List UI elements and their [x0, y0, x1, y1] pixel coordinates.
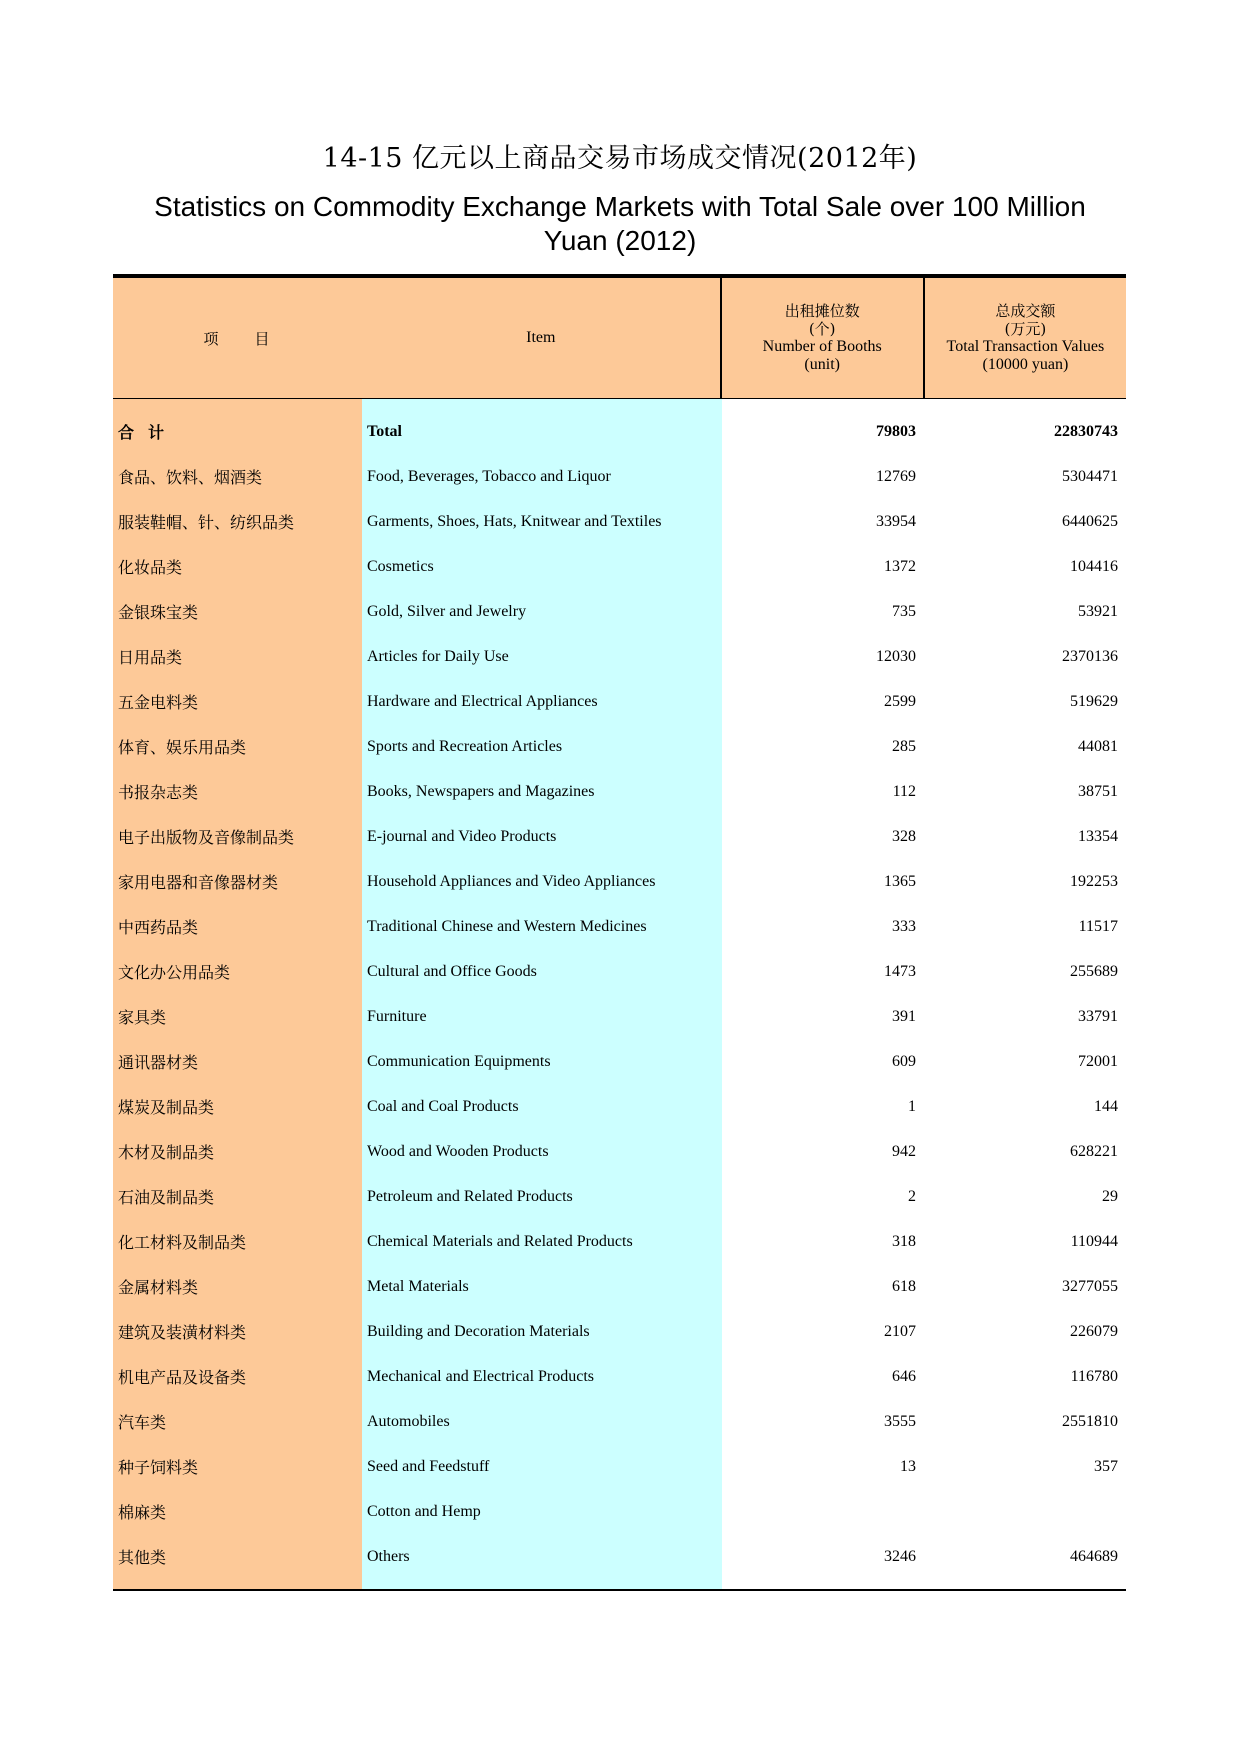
header-item-en: Item	[526, 329, 556, 346]
cell-booths: 2107	[884, 1322, 916, 1340]
table-row	[113, 589, 1126, 634]
cell-booths: 2599	[884, 692, 916, 710]
cell-item-en: Household Appliances and Video Appliances	[367, 872, 656, 890]
cell-booths: 3555	[884, 1412, 916, 1430]
cell-item-en: Building and Decoration Materials	[367, 1322, 590, 1340]
cell-booths: 1	[908, 1097, 916, 1115]
table-row	[113, 814, 1126, 859]
table-row	[113, 994, 1126, 1039]
table-row	[113, 1309, 1126, 1354]
cell-item-en: Garments, Shoes, Hats, Knitwear and Textiles	[367, 512, 662, 530]
table-row	[113, 1399, 1126, 1444]
header-item	[113, 278, 720, 398]
cell-item-en: E-journal and Video Products	[367, 827, 557, 845]
table-row	[113, 1534, 1126, 1579]
cell-value: 255689	[1070, 962, 1118, 980]
cell-item-cn: 中西药品类	[118, 918, 199, 937]
cell-item-cn: 化工材料及制品类	[118, 1233, 247, 1252]
header-booths-unit-cn: (个)	[808, 320, 836, 338]
cell-value: 29	[1102, 1187, 1118, 1205]
cell-value: 13354	[1078, 827, 1118, 845]
cell-item-cn: 日用品类	[118, 648, 183, 667]
cell-booths: 618	[892, 1277, 916, 1295]
cell-item-en: Sports and Recreation Articles	[367, 737, 563, 755]
cell-item-cn: 文化办公用品类	[118, 963, 231, 982]
header-booths	[720, 278, 923, 398]
header-value-unit-cn: (万元)	[1004, 320, 1047, 338]
table-row	[113, 1354, 1126, 1399]
cell-item-en: Cosmetics	[367, 557, 434, 575]
cell-value: 226079	[1070, 1322, 1118, 1340]
cell-item-cn: 化妆品类	[118, 558, 183, 577]
table-row	[113, 769, 1126, 814]
table-row	[113, 1264, 1126, 1309]
cell-item-cn: 金属材料类	[118, 1278, 199, 1297]
table-row-total	[113, 409, 1126, 454]
cell-item-en: Wood and Wooden Products	[367, 1142, 549, 1160]
cell-booths: 1365	[884, 872, 916, 890]
table-row	[113, 634, 1126, 679]
cell-booths: 942	[892, 1142, 916, 1160]
cell-value: 72001	[1078, 1052, 1118, 1070]
cell-value: 628221	[1070, 1142, 1118, 1160]
cell-item-en: Cultural and Office Goods	[367, 962, 537, 980]
cell-item-cn: 木材及制品类	[118, 1143, 215, 1162]
cell-value: 2370136	[1062, 647, 1118, 665]
cell-item-cn: 棉麻类	[118, 1503, 167, 1522]
cell-item-en: Mechanical and Electrical Products	[367, 1367, 595, 1385]
cell-item-cn: 家用电器和音像器材类	[118, 873, 279, 892]
cell-item-cn: 其他类	[118, 1548, 167, 1567]
cell-item-cn: 通讯器材类	[118, 1053, 199, 1072]
cell-item-cn: 合计	[118, 423, 179, 442]
cell-booths: 79803	[876, 422, 916, 440]
cell-item-en: Traditional Chinese and Western Medicines	[367, 917, 647, 935]
table-row	[113, 724, 1126, 769]
cell-item-en: Chemical Materials and Related Products	[367, 1232, 633, 1250]
cell-value: 116780	[1070, 1367, 1118, 1385]
cell-value: 192253	[1070, 872, 1118, 890]
cell-booths: 112	[892, 782, 916, 800]
table-bottom-rule	[113, 1589, 1126, 1591]
cell-item-en: Seed and Feedstuff	[367, 1457, 490, 1475]
cell-value: 104416	[1070, 557, 1118, 575]
cell-item-cn: 煤炭及制品类	[118, 1098, 215, 1117]
table-row	[113, 1084, 1126, 1129]
cell-item-en: Metal Materials	[367, 1277, 469, 1295]
cell-value: 357	[1094, 1457, 1118, 1475]
cell-booths: 13	[900, 1457, 916, 1475]
table-row	[113, 1219, 1126, 1264]
table-row	[113, 859, 1126, 904]
cell-booths: 609	[892, 1052, 916, 1070]
header-value	[923, 278, 1126, 398]
cell-item-en: Others	[367, 1547, 410, 1565]
cell-item-en: Furniture	[367, 1007, 427, 1025]
cell-item-cn: 种子饲料类	[118, 1458, 199, 1477]
table-row	[113, 1444, 1126, 1489]
table-row	[113, 454, 1126, 499]
cell-booths: 1473	[884, 962, 916, 980]
cell-item-en: Automobiles	[367, 1412, 450, 1430]
cell-value: 519629	[1070, 692, 1118, 710]
cell-item-cn: 食品、饮料、烟酒类	[118, 468, 263, 487]
cell-item-cn: 体育、娱乐用品类	[118, 738, 247, 757]
cell-item-cn: 家具类	[118, 1008, 167, 1027]
cell-item-cn: 汽车类	[118, 1413, 167, 1432]
cell-item-en: Gold, Silver and Jewelry	[367, 602, 527, 620]
cell-item-en: Hardware and Electrical Appliances	[367, 692, 598, 710]
table-row	[113, 1174, 1126, 1219]
table-header	[113, 278, 1126, 399]
cell-item-cn: 金银珠宝类	[118, 603, 199, 622]
cell-value: 2551810	[1062, 1412, 1118, 1430]
cell-booths: 735	[892, 602, 916, 620]
table-row	[113, 499, 1126, 544]
cell-booths: 33954	[876, 512, 916, 530]
page-title-cn: 14-15 亿元以上商品交易市场成交情况(2012年)	[322, 143, 918, 174]
cell-item-en: Cotton and Hemp	[367, 1502, 481, 1520]
cell-booths: 328	[892, 827, 916, 845]
cell-value: 53921	[1078, 602, 1118, 620]
header-item-cn: 项 目	[203, 329, 272, 348]
cell-item-en: Petroleum and Related Products	[367, 1187, 573, 1205]
cell-booths: 3246	[884, 1547, 916, 1565]
cell-value: 11517	[1078, 917, 1118, 935]
cell-value: 33791	[1078, 1007, 1118, 1025]
cell-value: 38751	[1078, 782, 1118, 800]
cell-value: 5304471	[1062, 467, 1118, 485]
cell-item-cn: 建筑及装潢材料类	[118, 1323, 247, 1342]
cell-value: 110944	[1070, 1232, 1118, 1250]
cell-item-en: Coal and Coal Products	[367, 1097, 519, 1115]
cell-booths: 1372	[884, 557, 916, 575]
table-row	[113, 1129, 1126, 1174]
table-row	[113, 544, 1126, 589]
cell-value: 44081	[1078, 737, 1118, 755]
cell-item-en: Food, Beverages, Tobacco and Liquor	[367, 467, 611, 485]
cell-item-en: Total	[367, 422, 402, 440]
table-row	[113, 1489, 1126, 1534]
cell-item-en: Books, Newspapers and Magazines	[367, 782, 595, 800]
cell-item-cn: 电子出版物及音像制品类	[118, 828, 295, 847]
cell-booths: 333	[892, 917, 916, 935]
cell-item-cn: 石油及制品类	[118, 1188, 215, 1207]
header-booths-unit-en: (unit)	[804, 356, 840, 373]
cell-booths: 318	[892, 1232, 916, 1250]
cell-item-cn: 书报杂志类	[118, 783, 199, 802]
cell-item-cn: 五金电料类	[118, 693, 199, 712]
cell-item-en: Communication Equipments	[367, 1052, 551, 1070]
page-title-en: Statistics on Commodity Exchange Markets with Total Sale over 100 Million Yuan (2012)	[154, 191, 1086, 256]
cell-booths: 12769	[876, 467, 916, 485]
cell-value: 3277055	[1062, 1277, 1118, 1295]
cell-value: 6440625	[1062, 512, 1118, 530]
cell-booths: 391	[892, 1007, 916, 1025]
cell-booths: 2	[908, 1187, 916, 1205]
table-body	[113, 399, 1126, 1589]
table-row	[113, 949, 1126, 994]
cell-booths: 12030	[876, 647, 916, 665]
header-value-en: Total Transaction Values	[946, 338, 1105, 355]
cell-value: 464689	[1070, 1547, 1118, 1565]
header-value-unit-en: (10000 yuan)	[982, 356, 1069, 373]
cell-item-cn: 服装鞋帽、针、纺织品类	[118, 513, 295, 532]
cell-item-en: Articles for Daily Use	[367, 647, 509, 665]
cell-value: 144	[1094, 1097, 1118, 1115]
table-row	[113, 1039, 1126, 1084]
cell-booths: 285	[892, 737, 916, 755]
header-booths-cn: 出租摊位数	[784, 302, 860, 320]
cell-value: 22830743	[1054, 422, 1118, 440]
table-row	[113, 904, 1126, 949]
header-booths-en: Number of Booths	[762, 338, 882, 355]
cell-item-cn: 机电产品及设备类	[118, 1368, 247, 1387]
cell-booths: 646	[892, 1367, 916, 1385]
table-row	[113, 679, 1126, 724]
header-value-cn: 总成交额	[995, 302, 1056, 320]
statistics-table	[113, 274, 1126, 1591]
